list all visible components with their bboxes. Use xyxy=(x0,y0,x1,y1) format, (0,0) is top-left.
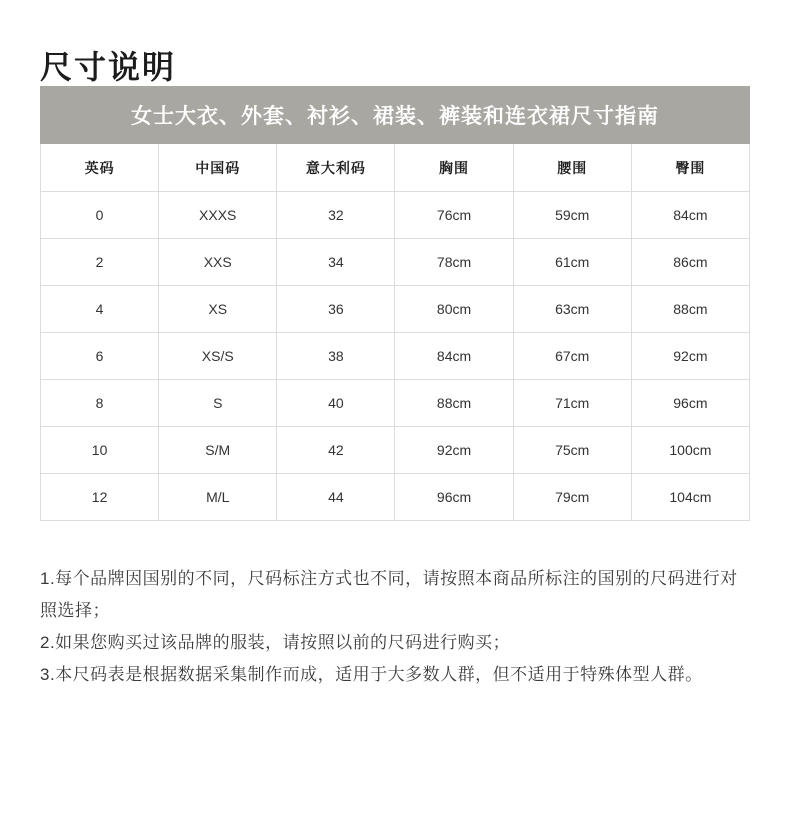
cell-it: 38 xyxy=(277,333,395,380)
note-item: 2.如果您购买过该品牌的服装，请按照以前的尺码进行购买； xyxy=(40,633,511,653)
table-row xyxy=(41,427,750,474)
cell-it: 40 xyxy=(277,380,395,427)
cell-waist: 79cm xyxy=(513,474,631,521)
table-row xyxy=(41,380,750,427)
cell-cn: S/M xyxy=(159,427,277,474)
cell-hip: 100cm xyxy=(631,427,749,474)
column-header-uk: 英码 xyxy=(41,144,159,192)
cell-waist: 67cm xyxy=(513,333,631,380)
page-title: 尺寸说明 xyxy=(40,49,177,85)
table-row xyxy=(41,333,750,380)
table-row xyxy=(41,474,750,521)
cell-cn: XS xyxy=(159,286,277,333)
cell-it: 32 xyxy=(277,192,395,239)
cell-hip: 88cm xyxy=(631,286,749,333)
cell-cn: M/L xyxy=(159,474,277,521)
cell-uk: 10 xyxy=(41,427,159,474)
cell-uk: 6 xyxy=(41,333,159,380)
note-item: 1.每个品牌因国别的不同，尺码标注方式也不同，请按照本商品所标注的国别的尺码进行对照选择； xyxy=(40,569,738,621)
cell-cn: XXS xyxy=(159,239,277,286)
notes-section xyxy=(40,563,750,691)
cell-hip: 104cm xyxy=(631,474,749,521)
cell-uk: 8 xyxy=(41,380,159,427)
cell-bust: 96cm xyxy=(395,474,513,521)
column-header-waist: 腰围 xyxy=(513,144,631,192)
cell-hip: 92cm xyxy=(631,333,749,380)
cell-it: 34 xyxy=(277,239,395,286)
cell-hip: 96cm xyxy=(631,380,749,427)
cell-bust: 84cm xyxy=(395,333,513,380)
cell-uk: 4 xyxy=(41,286,159,333)
table-caption-row xyxy=(41,87,750,144)
size-chart-table xyxy=(40,86,750,521)
column-header-cn: 中国码 xyxy=(159,144,277,192)
cell-bust: 78cm xyxy=(395,239,513,286)
cell-cn: S xyxy=(159,380,277,427)
note-item: 3.本尺码表是根据数据采集制作而成，适用于大多数人群，但不适用于特殊体型人群。 xyxy=(40,665,703,685)
cell-waist: 71cm xyxy=(513,380,631,427)
column-header-hip: 臀围 xyxy=(631,144,749,192)
cell-bust: 76cm xyxy=(395,192,513,239)
cell-cn: XXXS xyxy=(159,192,277,239)
cell-waist: 61cm xyxy=(513,239,631,286)
table-row xyxy=(41,192,750,239)
cell-waist: 75cm xyxy=(513,427,631,474)
cell-uk: 2 xyxy=(41,239,159,286)
cell-uk: 0 xyxy=(41,192,159,239)
cell-it: 42 xyxy=(277,427,395,474)
table-row xyxy=(41,286,750,333)
table-header-row xyxy=(41,144,750,192)
cell-waist: 63cm xyxy=(513,286,631,333)
cell-hip: 84cm xyxy=(631,192,749,239)
column-header-it: 意大利码 xyxy=(277,144,395,192)
size-chart-body xyxy=(41,87,750,521)
cell-bust: 88cm xyxy=(395,380,513,427)
table-caption: 女士大衣、外套、衬衫、裙装、裤装和连衣裙尺寸指南 xyxy=(41,87,750,144)
cell-bust: 92cm xyxy=(395,427,513,474)
column-header-bust: 胸围 xyxy=(395,144,513,192)
cell-cn: XS/S xyxy=(159,333,277,380)
cell-it: 44 xyxy=(277,474,395,521)
table-row xyxy=(41,239,750,286)
cell-bust: 80cm xyxy=(395,286,513,333)
cell-hip: 86cm xyxy=(631,239,749,286)
cell-waist: 59cm xyxy=(513,192,631,239)
cell-it: 36 xyxy=(277,286,395,333)
cell-uk: 12 xyxy=(41,474,159,521)
